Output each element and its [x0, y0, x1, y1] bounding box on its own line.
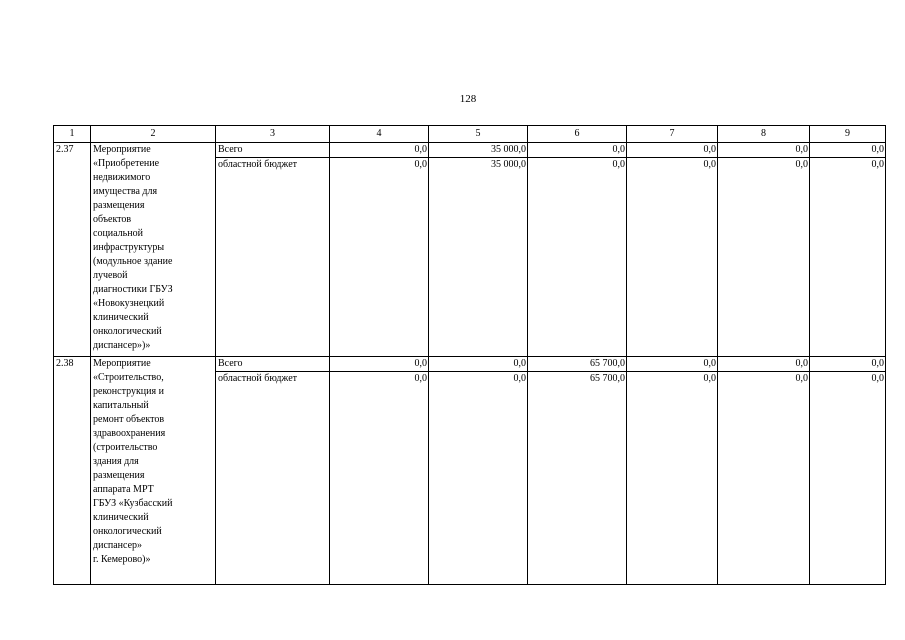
header-cell: 4 — [330, 126, 429, 143]
value: 0,0 — [718, 357, 809, 372]
name-line: диагностики ГБУЗ — [93, 284, 173, 295]
table-row — [54, 357, 886, 585]
name-line: ГБУЗ «Кузбасский — [93, 498, 173, 509]
value: 0,0 — [718, 143, 809, 158]
table-row — [54, 143, 886, 357]
name-line: (модульное здание — [93, 256, 173, 267]
header-cell: 7 — [627, 126, 718, 143]
value: 0,0 — [810, 357, 885, 372]
name-line: здравоохранения — [93, 428, 166, 439]
name-line: ремонт объектов — [93, 414, 165, 425]
header-cell: 9 — [810, 126, 886, 143]
value: 0,0 — [703, 159, 716, 170]
value-cell — [528, 143, 627, 357]
value: 0,0 — [627, 143, 717, 158]
value: 0,0 — [795, 159, 808, 170]
header-cell: 3 — [216, 126, 330, 143]
value: 0,0 — [429, 357, 527, 372]
value: 0,0 — [871, 159, 884, 170]
row-code: 2.37 — [54, 143, 91, 357]
name-line: диспансер» — [93, 540, 143, 551]
name-line: клинический — [93, 512, 149, 523]
row-name — [91, 357, 216, 585]
value-cell — [627, 357, 718, 585]
funding-source-cell — [216, 357, 330, 585]
header-cell: 8 — [718, 126, 810, 143]
name-line: «Новокузнецкий — [93, 298, 165, 309]
name-line: Мероприятие — [93, 144, 151, 155]
page-number: 128 — [459, 93, 477, 105]
name-line: капитальный — [93, 400, 149, 411]
row-code: 2.38 — [54, 357, 91, 585]
name-line: здания для — [93, 456, 139, 467]
header-row — [54, 126, 886, 143]
value: 35 000,0 — [491, 159, 526, 170]
funding-source: Всего — [216, 143, 330, 158]
name-line: недвижимого — [93, 172, 151, 183]
value-cell — [810, 143, 886, 357]
value: 65 700,0 — [528, 357, 626, 372]
value: 65 700,0 — [590, 373, 625, 384]
funding-source-cell — [216, 143, 330, 357]
name-line: лучевой — [93, 270, 128, 281]
header-cell: 1 — [54, 126, 91, 143]
header-cell: 6 — [528, 126, 627, 143]
value-cell — [330, 357, 429, 585]
value: 0,0 — [330, 357, 428, 372]
value-cell — [429, 143, 528, 357]
name-line: «Приобретение — [93, 158, 160, 169]
value: 0,0 — [528, 143, 626, 158]
name-line: аппарата МРТ — [93, 484, 154, 495]
value: 0,0 — [627, 357, 717, 372]
name-line: объектов — [93, 214, 132, 225]
header-cell: 5 — [429, 126, 528, 143]
row-name — [91, 143, 216, 357]
funding-source: Всего — [216, 357, 330, 372]
value: 0,0 — [513, 373, 526, 384]
name-line: реконструкция и — [93, 386, 164, 397]
name-line: диспансер»)» — [93, 340, 151, 351]
name-line: «Строительство, — [93, 372, 164, 383]
name-line: г. Кемерово)» — [93, 554, 151, 565]
header-cell: 2 — [91, 126, 216, 143]
value: 0,0 — [330, 143, 428, 158]
value-cell — [810, 357, 886, 585]
value-cell — [528, 357, 627, 585]
name-line: имущества для — [93, 186, 158, 197]
name-line: размещения — [93, 470, 145, 481]
value: 0,0 — [871, 373, 884, 384]
value: 0,0 — [414, 373, 427, 384]
name-line: социальной — [93, 228, 143, 239]
value-cell — [627, 143, 718, 357]
name-line: онкологический — [93, 526, 162, 537]
value-cell — [429, 357, 528, 585]
name-line: (строительство — [93, 442, 158, 453]
value-cell — [718, 143, 810, 357]
value: 0,0 — [795, 373, 808, 384]
value: 0,0 — [414, 159, 427, 170]
name-line: инфраструктуры — [93, 242, 165, 253]
value: 0,0 — [810, 143, 885, 158]
value-cell — [330, 143, 429, 357]
name-line: размещения — [93, 200, 145, 211]
name-line: онкологический — [93, 326, 162, 337]
name-line: клинический — [93, 312, 149, 323]
funding-source: областной бюджет — [218, 373, 298, 384]
value-cell — [718, 357, 810, 585]
funding-source: областной бюджет — [218, 159, 298, 170]
value: 35 000,0 — [429, 143, 527, 158]
name-line: Мероприятие — [93, 358, 151, 369]
value: 0,0 — [612, 159, 625, 170]
budget-table — [53, 125, 886, 585]
value: 0,0 — [703, 373, 716, 384]
